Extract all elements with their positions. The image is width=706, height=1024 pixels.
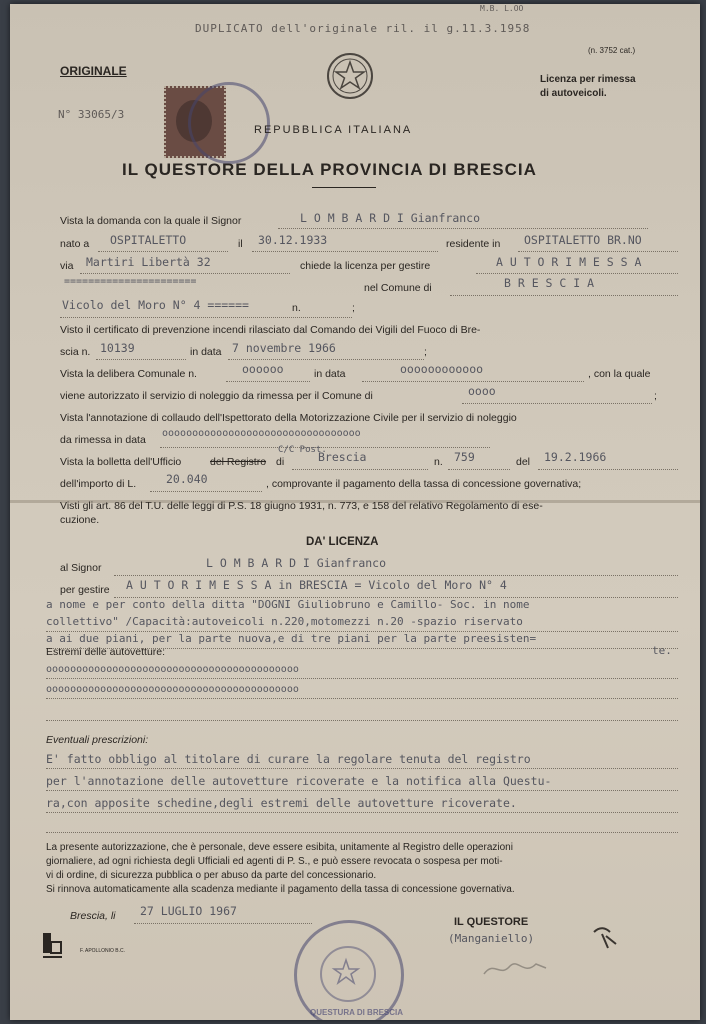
document-sheet [10,4,700,1020]
cert-number-label: scia n. [60,346,91,358]
collaudo-date: ooooooooooooooooooooooooooooooooo [162,428,361,439]
cert-date-label: in data [190,346,222,358]
per-gestire-label: per gestire [60,584,110,596]
birthdate: 30.12.1933 [258,233,328,247]
resident-label: residente in [446,238,501,250]
bolletta-label: Vista la bolletta dell'Ufficio [60,456,182,468]
collaudo-text: Vista l'annotazione di collaudo dell'Ispettorato della Motorizzazione Civile per il servizio di noleggio [60,412,517,424]
questore-label: IL QUESTORE [454,916,529,928]
duplicate-note: DUPLICATO dell'originale ril. il g.11.3.1958 [195,22,531,35]
italian-emblem-icon [322,48,378,104]
licensee-label: al Signor [60,562,102,574]
description-line2: collettivo" /Capacità:autoveicoli n.220,motomezzi n.20 -spazio riservato [46,615,523,628]
top-right-mark: M.B. L.OO [480,4,524,13]
street: Martiri Libertà 32 [86,255,211,269]
note-line4: Si rinnova automaticamente alla scadenza mediante il pagamento della tassa di concessione governativa. [46,884,515,895]
residence: OSPITALETTO BR.NO [524,233,642,247]
bolletta-city: Brescia [318,450,367,464]
semicolon: ; [654,390,657,402]
description-line3: a ai due piani, per la parte nuova,e di tre piani per la parte preesisten= [46,632,537,645]
note-line3: vi di ordine, di sicurezza pubblica o per abuso da parte del concessionario. [46,870,377,881]
estremi-line1: oooooooooooooooooooooooooooooooooooooooooo [46,664,299,675]
comune-label: nel Comune di [364,282,432,294]
signature-mark-icon [590,922,620,952]
bolletta-date-label: del [516,456,531,468]
description-line1: a nome e per conto della ditta "DOGNI Giuliobruno e Camillo- Soc. in nome [46,598,530,611]
applicant-name: L O M B A R D I Gianfranco [300,211,481,225]
protocol-number: N° 33065/3 [58,108,125,121]
noleggio-text: viene autorizzato il servizio di noleggio da rimessa per il Comune di [60,390,373,402]
printer-name: F. APOLLONIO B.C. [80,948,126,954]
struck-registro: del Registro [210,456,267,468]
amount-tail: , comprovante il pagamento della tassa di concessione governativa; [266,478,582,490]
delibera-number: oooooo [242,362,284,376]
number-label: n. [292,302,301,314]
cert-date: 7 novembre 1966 [232,341,336,355]
estremi-label: Estremi delle autovetture: [46,646,166,658]
via-label: via [60,260,74,272]
collaudo-date-label: da rimessa in data [60,434,146,446]
originale-label: ORIGINALE [60,64,127,78]
delibera-date: oooooooooooo [400,362,484,376]
stamp-emblem-icon [330,956,362,988]
birthplace: OSPITALETTO [110,233,187,247]
certificate-text: Visto il certificato di prevenzione incendi rilasciato dal Comando dei Vigili del Fuoco di Bre- [60,324,481,336]
applicant-label: Vista la domanda con la quale il Signor [60,215,242,227]
semicolon: ; [424,346,427,358]
business-type: A U T O R I M E S S A [496,255,642,269]
cancellation-stamp [188,82,270,164]
noleggio-comune: oooo [468,384,496,398]
bolletta-number-label: n. [434,456,443,468]
comune: B R E S C I A [504,276,595,290]
prescrizioni-line1: E' fatto obbligo al titolare di curare la regolare tenuta del registro [46,752,531,766]
republic-heading: REPUBBLICA ITALIANA [254,124,413,136]
legal-ref-text: Visti gli art. 86 del T.U. delle leggi di P.S. 18 giugno 1931, n. 773, e 158 del relativo Regolamento di ese- [60,500,543,512]
licensee-name: L O M B A R D I Gianfranco [206,556,387,570]
license-type-line1: Licenza per rimessa [540,74,636,85]
bolletta-date: 19.2.1966 [544,450,607,464]
licensed-business: A U T O R I M E S S A in BRESCIA = Vicolo del Moro N° 4 [126,578,507,592]
filler-line: ====================== [64,276,197,287]
semicolon: ; [352,302,355,314]
delibera-label: Vista la delibera Comunale n. [60,368,197,380]
born-label: nato a [60,238,90,250]
di-label: di [276,456,285,468]
issue-date: 27 LUGLIO 1967 [140,904,237,918]
license-type-line2: di autoveicoli. [540,88,607,99]
amount: 20.040 [166,472,208,486]
description-line3-end: te. [652,644,672,657]
prescrizioni-label: Eventuali prescrizioni: [46,734,149,746]
questura-stamp-text: QUESTURA DI BRESCIA [310,1008,404,1017]
printer-logo-icon [40,930,66,960]
prescrizioni-line2: per l'annotazione delle autovetture ricoverate e la notifica alla Questu- [46,774,552,788]
signature-icon [480,952,550,982]
questore-name: (Manganiello) [448,932,535,945]
place-label: Brescia, li [70,910,116,922]
date-label: il [238,238,243,250]
prescrizioni-line3: ra,con apposite schedine,degli estremi delle autovetture ricoverate. [46,796,517,810]
cc-post: C/C Post. [278,445,327,455]
page-title: IL QUESTORE DELLA PROVINCIA DI BRESCIA [122,160,537,179]
note-line2: giornaliere, ad ogni richiesta degli Ufficiali ed agenti di P. S., e può essere revocata o sospesa per moti- [46,856,503,867]
request-label: chiede la licenza per gestire [300,260,431,272]
note-line1: La presente autorizzazione, che è personale, deve essere esibita, unitamente al Registro delle operazioni [46,842,513,853]
estremi-line2: oooooooooooooooooooooooooooooooooooooooooo [46,684,299,695]
licenza-heading: DA' LICENZA [306,536,379,548]
cert-number: 10139 [100,341,135,355]
amount-label: dell'importo di L. [60,478,137,490]
bolletta-number: 759 [454,450,475,464]
location-street: Vicolo del Moro N° 4 ====== [62,298,249,312]
delibera-tail: , con la quale [588,368,651,380]
title-rule [312,187,376,188]
form-code: (n. 3752 cat.) [588,46,636,55]
legal-ref-tail: cuzione. [60,514,100,526]
delibera-date-label: in data [314,368,346,380]
